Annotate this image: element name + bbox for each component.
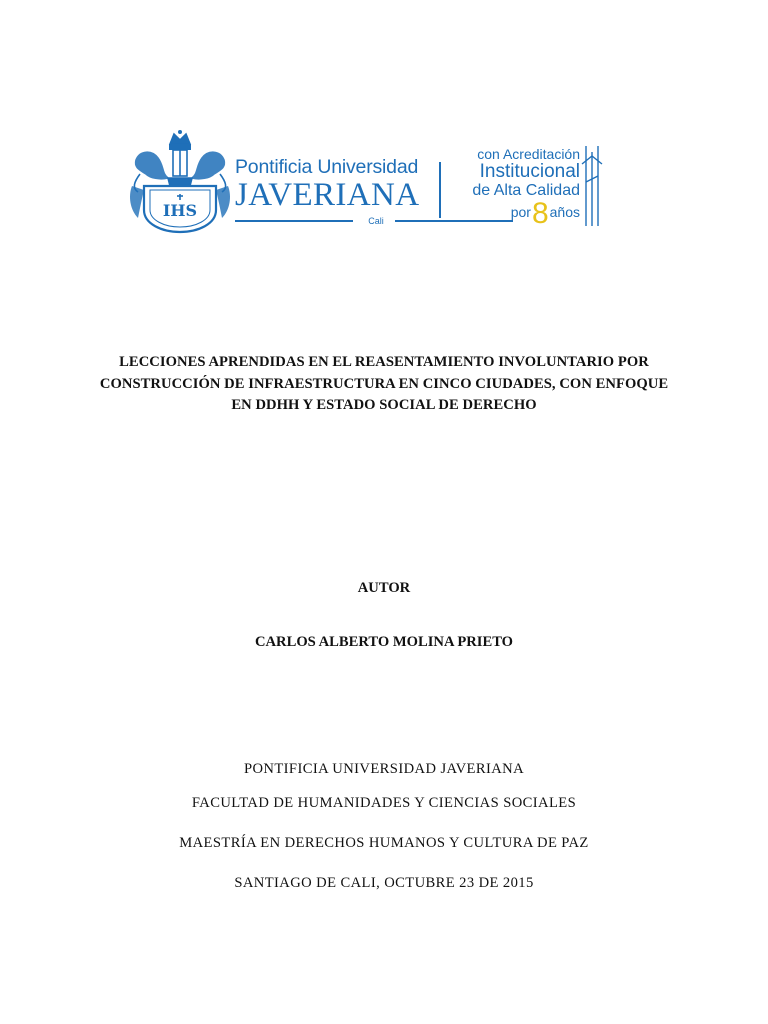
accreditation-line2: Institucional bbox=[479, 161, 580, 182]
crest-icon bbox=[128, 128, 232, 234]
accreditation-suffix: años bbox=[549, 204, 580, 220]
accreditation-prefix: por bbox=[510, 204, 531, 220]
accreditation-line4 bbox=[458, 197, 580, 230]
logo-divider bbox=[439, 162, 441, 218]
institution-program: MAESTRÍA EN DERECHOS HUMANOS Y CULTURA DE PAZ bbox=[179, 835, 589, 851]
accreditation-line3: de Alta Calidad bbox=[472, 182, 580, 199]
title-line-1: LECCIONES APRENDIDAS EN EL REASENTAMIENTO INVOLUNTARIO POR bbox=[119, 354, 649, 370]
title-line-3: EN DDHH Y ESTADO SOCIAL DE DERECHO bbox=[231, 397, 537, 413]
institution-place-date: SANTIAGO DE CALI, OCTUBRE 23 DE 2015 bbox=[234, 875, 534, 891]
university-line1: Pontificia Universidad bbox=[235, 156, 419, 178]
university-logo bbox=[128, 128, 608, 238]
accreditation-years: 8 bbox=[531, 197, 549, 230]
author-label: AUTOR bbox=[357, 580, 411, 596]
thesis-title bbox=[60, 352, 708, 417]
institution-university: PONTIFICIA UNIVERSIDAD JAVERIANA bbox=[243, 761, 525, 777]
author-name: CARLOS ALBERTO MOLINA PRIETO bbox=[254, 634, 514, 650]
institution-faculty: FACULTAD DE HUMANIDADES Y CIENCIAS SOCIALES bbox=[191, 795, 577, 811]
accreditation-badge bbox=[458, 146, 580, 230]
accreditation-line1: con Acreditación bbox=[477, 146, 580, 162]
rule-left bbox=[235, 220, 353, 222]
title-line-2: CONSTRUCCIÓN DE INFRAESTRUCTURA EN CINCO CIUDADES, CON ENFOQUE bbox=[99, 375, 669, 392]
svg-text:IHS: IHS bbox=[162, 201, 198, 220]
university-line2: JAVERIANA bbox=[235, 177, 420, 213]
accreditation-mark-icon bbox=[580, 142, 604, 230]
city-label: Cali bbox=[368, 216, 384, 226]
